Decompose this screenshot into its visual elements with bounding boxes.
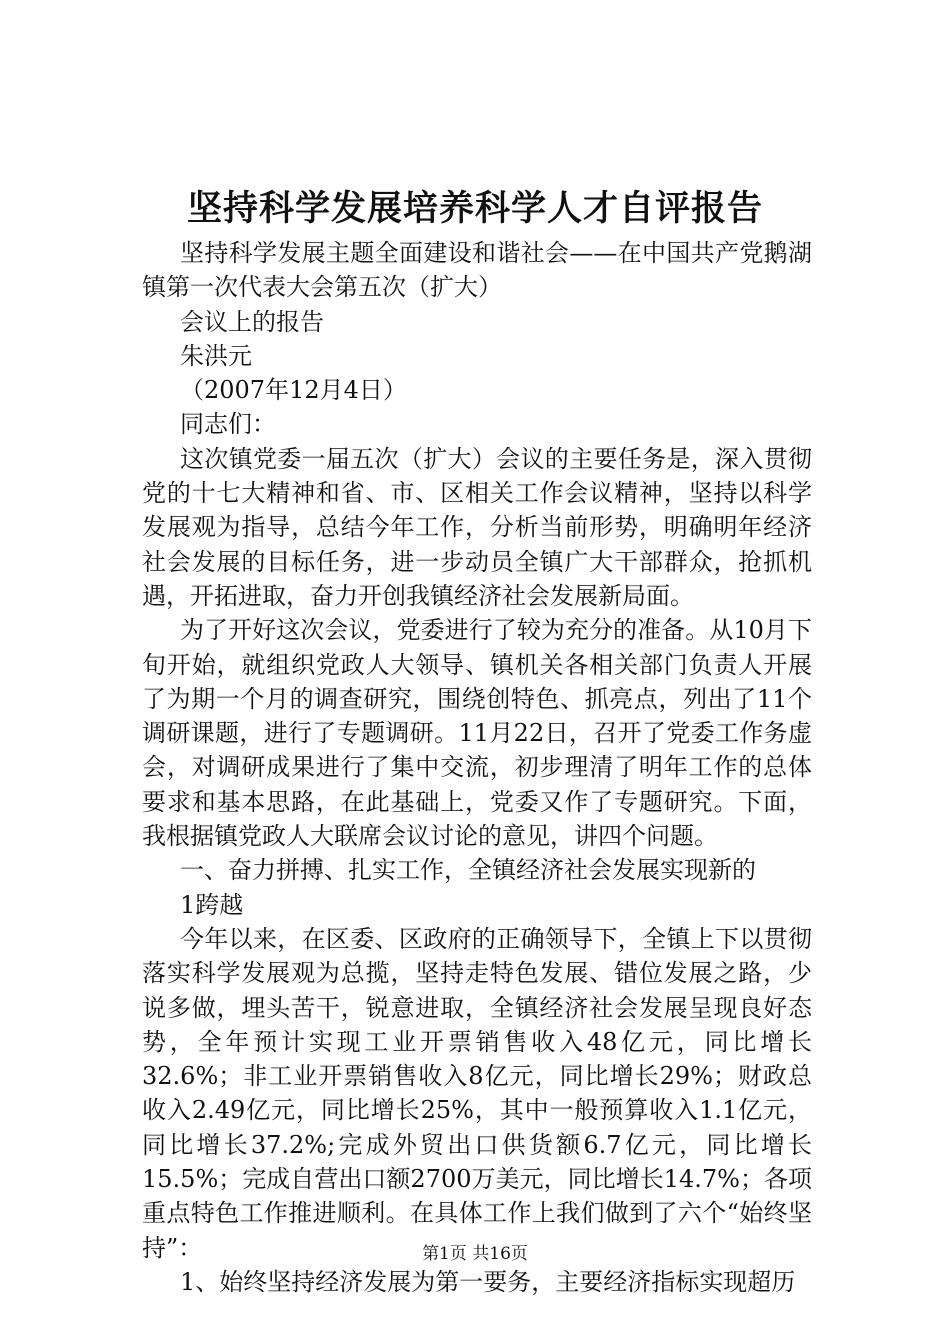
- section-heading-cont: 1跨越: [180, 890, 244, 919]
- paragraph-subtitle: 坚持科学发展主题全面建设和谐社会——在中国共产党鹅湖镇第一次代表大会第五次（扩大）: [142, 239, 812, 302]
- section-heading: 一、奋力拼搏、扎实工作，全镇经济社会发展实现新的: [180, 856, 756, 885]
- document-title: 坚持科学发展培养科学人才自评报告: [186, 189, 763, 229]
- paragraph-salutation: 同志们：: [180, 410, 276, 439]
- paragraph-body: 这次镇党委一届五次（扩大）会议的主要任务是，深入贯彻党的十七大精神和省、市、区相关工作会议精神，坚持以科学发展观为指导，总结今年工作，分析当前形势，明确明年经济社会发展的目标任务，进一步动员全镇广大干部群众，抢抓机遇，开拓进取，奋力开创我镇经济社会发展新局面。: [142, 444, 812, 610]
- paragraph-body: 今年以来，在区委、区政府的正确领导下，全镇上下以贯彻落实科学发展观为总揽，坚持走特色发展、错位发展之路，少说多做，埋头苦干，锐意进取，全镇经济社会发展呈现良好态势，全年预计实现工业开票销售收入48亿元，同比增长32.6%；非工业开票销售收入8亿元，同比增长29%；财政总收入2.49亿元，同比增长25%，其中一般预算收入1.1亿元，同比增长37.2%;完成外贸出口供货额6.7亿元，同比增长15.5%；完成自营出口额2700万美元，同比增长14.7%；各项重点特色工作推进顺利。在具体工作上我们做到了六个“始终坚持”：: [142, 924, 812, 1262]
- page-indicator: 第1页 共16页: [422, 1244, 528, 1264]
- paragraph-subtitle-cont: 会议上的报告: [180, 307, 324, 336]
- paragraph-author: 朱洪元: [180, 341, 252, 370]
- paragraph-body: 为了开好这次会议，党委进行了较为充分的准备。从10月下旬开始，就组织党政人大领导、镇机关各相关部门负责人开展了为期一个月的调查研究，围绕创特色、抓亮点，列出了11个调研课题，进行了专题调研。11月22日，召开了党委工作务虚会，对调研成果进行了集中交流，初步理清了明年工作的总体要求和基本思路，在此基础上，党委又作了专题研究。下面，我根据镇党政人大联席会议讨论的意见，讲四个问题。: [142, 616, 812, 851]
- paragraph-body: 1、始终坚持经济发展为第一要务，主要经济指标实现超历: [180, 1267, 796, 1296]
- paragraph-date: （2007年12月4日）: [180, 376, 407, 405]
- document-body: [142, 236, 812, 1299]
